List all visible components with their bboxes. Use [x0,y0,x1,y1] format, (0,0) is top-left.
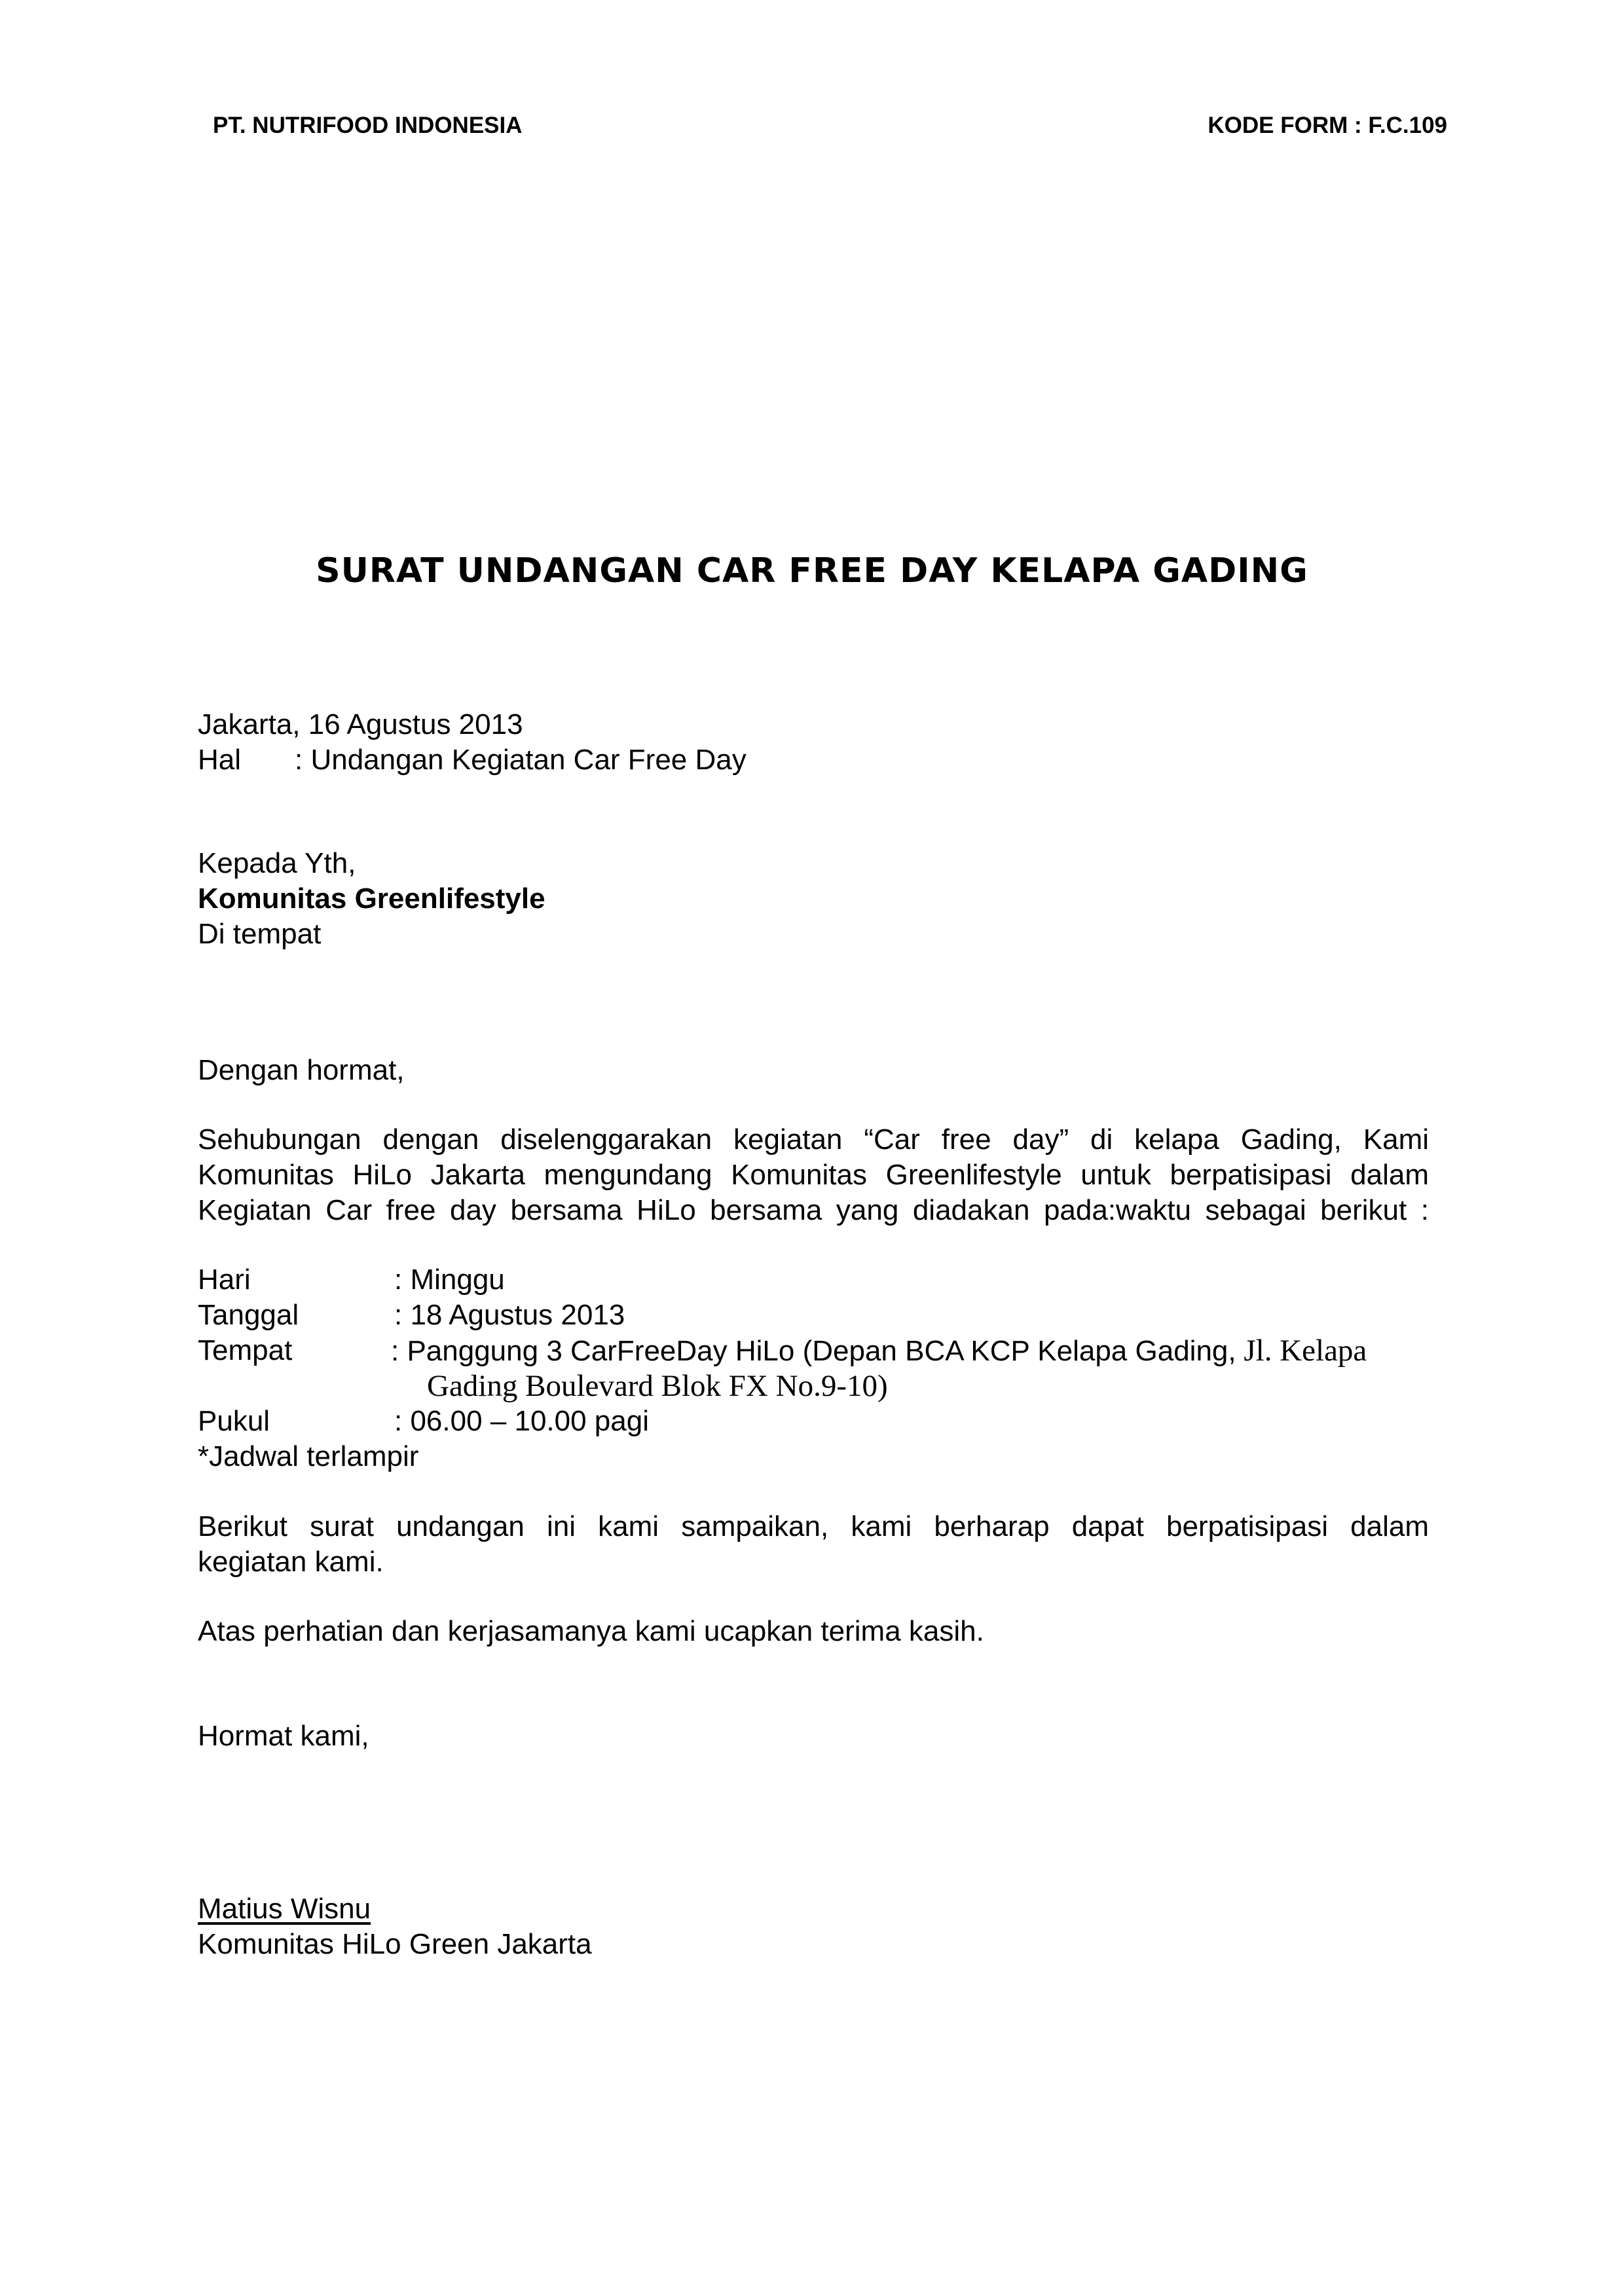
paragraph3: Atas perhatian dan kerjasamanya kami ucapkan terima kasih. [198,1615,984,1647]
recipient-location: Di tempat [198,918,322,950]
signer-name: Matius Wisnu [198,1893,371,1925]
place-date: Jakarta, 16 Agustus 2013 [198,708,523,740]
day-value: : Minggu [394,1264,505,1296]
place-value-line1 [391,1333,1367,1369]
schedule-place [198,1333,1367,1368]
place-value-line1-sans: : Panggung 3 CarFreeDay HiLo (Depan BCA KCP Kelapa Gading, [391,1335,1236,1367]
schedule-date [198,1298,625,1333]
schedule-day [198,1262,505,1298]
day-label: Hari [198,1264,251,1296]
time-label: Pukul [198,1405,270,1437]
place-value-line2: Gading Boulevard Blok FX No.9-10) [427,1369,888,1403]
greeting: Dengan hormat, [198,1054,405,1086]
form-code: KODE FORM : F.C.109 [1208,113,1447,138]
schedule-time [198,1404,649,1439]
subject-value: : Undangan Kegiatan Car Free Day [295,744,747,776]
letter-title: SURAT UNDANGAN CAR FREE DAY KELAPA GADING [316,551,1308,591]
recipient-name: Komunitas Greenlifestyle [198,883,545,915]
date-value: : 18 Agustus 2013 [394,1299,625,1331]
paragraph1-line: Kegiatan Car free day bersama HiLo bersama yang diadakan pada:waktu sebagai berikut : [198,1194,1429,1226]
signer-organization: Komunitas HiLo Green Jakarta [198,1928,592,1960]
subject-line [198,742,747,778]
recipient-salutation: Kepada Yth, [198,847,356,879]
place-label: Tempat [198,1334,293,1366]
paragraph2-line: Berikut surat undangan ini kami sampaikan, kami berharap dapat berpatisipasi dalam [198,1510,1429,1542]
company-name: PT. NUTRIFOOD INDONESIA [213,113,523,138]
place-value-line1-serif: Jl. Kelapa [1236,1334,1367,1368]
paragraph1-line: Sehubungan dengan diselenggarakan kegiatan “Car free day” di kelapa Gading, Kami [198,1123,1429,1156]
paragraph1-line: Komunitas HiLo Jakarta mengundang Komunitas Greenlifestyle untuk berpatisipasi dalam [198,1159,1429,1191]
paragraph2-line: kegiatan kami. [198,1546,384,1578]
closing: Hormat kami, [198,1720,369,1752]
time-value: : 06.00 – 10.00 pagi [394,1405,649,1437]
subject-label: Hal [198,744,242,776]
schedule-note: *Jadwal terlampir [198,1440,419,1472]
date-label: Tanggal [198,1299,299,1331]
